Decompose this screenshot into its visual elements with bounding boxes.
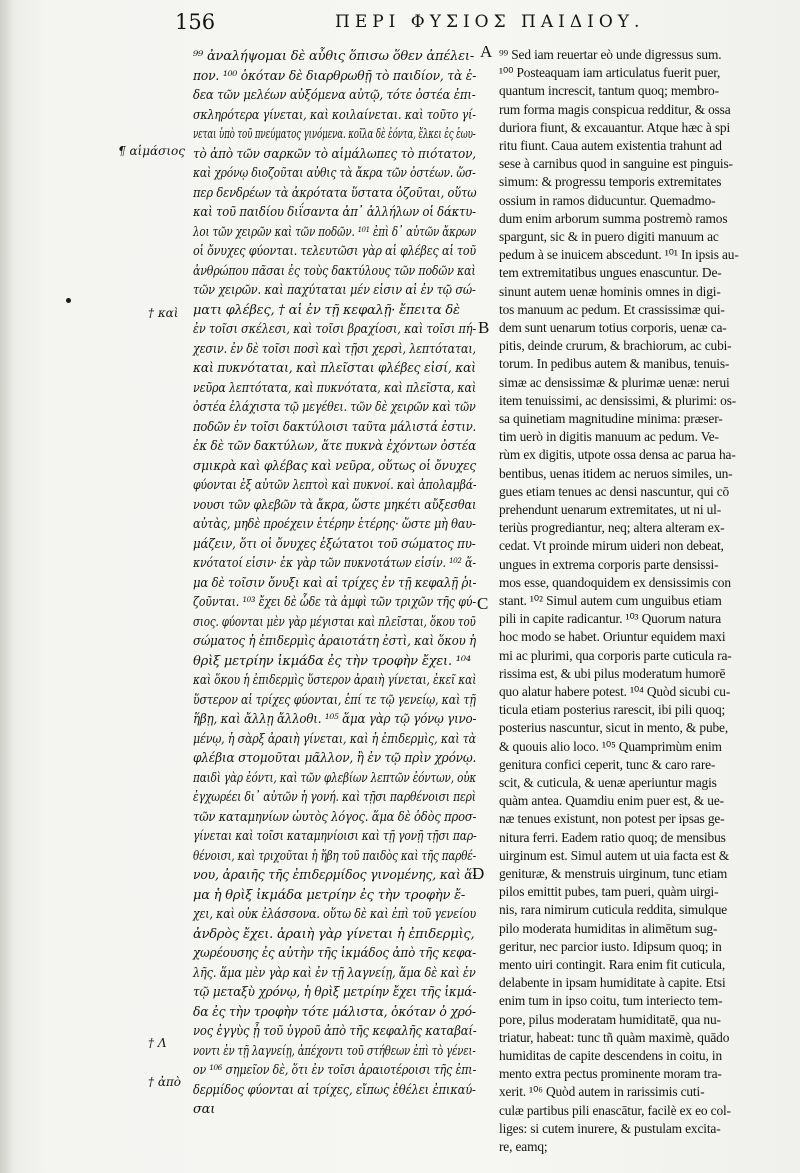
greek-line: δερμίδος φύονται αἱ τρίχες, εἴπως ἐθέλει ἐπικαύ- xyxy=(193,1082,476,1098)
greek-line: ποδῶν ἐν τοῖσι δακτύλοισι ταῦτα μάλιστά ἐστιν. xyxy=(193,419,477,435)
greek-line: ἀνδρὸς ἔχει. ἀραιὴ γὰρ γίνεται ἡ ἐπιδερμὶς, xyxy=(193,926,475,942)
latin-line: & quouis alio loco. ¹⁰⁵ Quamprimùm enim xyxy=(499,738,722,754)
latin-line: bentibus, uenas itidem ac neruos similes, un- xyxy=(499,465,733,481)
latin-line: scit, & cuticula, & uenæ aperiuntur magis xyxy=(499,775,717,790)
latin-line: mos esse, quandoquidem ex densissimis con xyxy=(499,574,731,590)
greek-line: θένοισι, καὶ τριχοῦται ἡ ἥβη τοῦ παιδὸς καὶ τῆς παρθέ- xyxy=(193,848,477,864)
greek-line: αὐτὰς, μηδὲ προέχειν ἑτέρην ἑτέρης· ὥστε μὴ θαυ- xyxy=(193,517,476,532)
greek-line: μα ἡ θρὶξ ἰκμάδα μετρίην ἐς τὴν τροφὴν ἔ- xyxy=(193,887,466,903)
latin-line: prehendunt uenarum extremitates, ut ni ul- xyxy=(499,502,722,517)
latin-line: mento extra pectus prominente moram tra- xyxy=(499,1066,722,1082)
latin-line: triatur, habeat: tunc tñ quàm maximè, quādo xyxy=(499,1029,730,1045)
latin-line: tim uerò in digitis manuum ac pedum. Ve- xyxy=(499,429,719,445)
latin-line: spargunt, sic & in puero digiti manuum ac xyxy=(499,229,719,244)
greek-line: λῆς. ἅμα μὲν γὰρ καὶ ἐν τῇ λαγνείῃ, ἅμα δὲ καὶ ἐν xyxy=(193,965,476,981)
greek-line: τὸ ἀπὸ τῶν σαρκῶν τὸ αἱμάλωπες τὸ πιότατον, xyxy=(193,146,476,162)
greek-line: ⁹⁹ ἀναλήψομαι δὲ αὖθις ὅπισω ὅθεν ἀπέλει- xyxy=(193,49,475,64)
margin-note-lambda: † Λ xyxy=(148,1036,167,1050)
latin-line: tem extremitatibus ungues enascuntur. De- xyxy=(499,265,722,281)
greek-line: νεῦρα λεπτότατα, καὶ πυκνότατα, καὶ πλεῖστα, καὶ xyxy=(193,380,477,396)
latin-line: simæ ac densissimæ & plurimæ uenæ: nerui xyxy=(499,374,730,390)
greek-line: ἐγχωρέει δι᾽ αὐτῶν ἡ γονή. καὶ τῇσι παρθένοισι περὶ xyxy=(193,790,476,805)
latin-line: ⁹⁹ Sed iam reuertar eò unde digressus sum. xyxy=(499,47,722,62)
greek-line: ἐν τοῖσι σκέλεσι, καὶ τοῖσι βραχίοσι, καὶ τοῖσι πή- xyxy=(193,322,477,337)
greek-line: ὕστερον αἱ τρίχες φύονται, ἐπί τε τῷ γενείῳ, καὶ τῇ xyxy=(193,692,476,708)
greek-line: πον. ¹⁰⁰ ὁκόταν δὲ διαρθρωθῇ τὸ παιδίον, τὰ ἐ- xyxy=(193,68,477,84)
latin-line: sinunt autem uenæ hominis omnes in digi- xyxy=(499,283,721,299)
latin-line: cedat. Vt proinde mirum uideri non debeat, xyxy=(499,538,724,554)
greek-line: τῶν καταμηνίων ὡυτὸς λόγος. ἅμα δὲ ὁδὸς προσ- xyxy=(193,809,477,825)
gutter-shadow xyxy=(0,0,14,1173)
greek-line: θρὶξ μετρίην ἰκμάδα ἐς τὴν τροφὴν ἔχει. ¹⁰⁴ xyxy=(193,653,471,669)
latin-line: re, eamq; xyxy=(499,1139,548,1154)
greek-line: δα ἐς τὴν τροφὴν τότε μάλιστα, ὁκόταν ὁ χρό- xyxy=(193,1004,476,1020)
margin-note-haimasios: ¶ αἱμάσιος xyxy=(118,144,186,158)
greek-line: μα δὲ τοῖσιν ὄνυξι καὶ αἱ τρίχες ἐν τῇ κεφαλῇ ῥι- xyxy=(193,575,477,591)
greek-line: φύονται ἐξ αὐτῶν λεπτοὶ καὶ πυκνοί. καὶ ἀπολαμβά- xyxy=(193,478,477,493)
latin-line: simum: & progressu temporis extremitates xyxy=(499,174,722,190)
latin-line: posterius nascuntur, sicut in mento, & pube, xyxy=(499,720,729,736)
latin-line: mento uiri contingit. Rara enim fit cuticula, xyxy=(499,957,726,972)
latin-line: culæ partibus pili enascātur, facilè ex eo col- xyxy=(499,1102,731,1118)
greek-line: ἥβῃ, καὶ ἄλλῃ ἄλλοθι. ¹⁰⁵ ἅμα γὰρ τῷ γόνῳ γινο- xyxy=(193,712,477,727)
greek-line: ἐκ δὲ τῶν δακτύλων, ἅτε πυκνὰ ἐχόντων ὀστέα xyxy=(193,439,477,454)
latin-line: quàm antea. Quamdiu enim puer est, & ue- xyxy=(499,793,724,809)
latin-line: geritur, nec parcior iusto. Idipsum quoq; in xyxy=(499,938,722,954)
latin-line: item tenuissimi, ac densissimi, & plurimi: os- xyxy=(499,392,737,408)
greek-line: μάζειν, ὅτι οἱ ὄνυχες ἐξώτατοι τοῦ σώματος πυ- xyxy=(193,536,476,552)
margin-note-kai: † καὶ xyxy=(148,306,179,320)
greek-line: καὶ τοῦ παιδίου διΐσαντα ἀπ᾽ ἀλλήλων οἱ δάκτυ- xyxy=(193,205,476,220)
latin-line: delabente in ipsam humiditate à capite. Etsi xyxy=(499,975,726,991)
greek-line: νεται ὑπὸ τοῦ πνεύματος γινόμενα. κοῖλα δὲ ἐόντα, ἕλκει ἐς ἑωυ- xyxy=(193,127,476,142)
margin-note-apo: † ἀπὸ xyxy=(148,1075,182,1089)
greek-line: ον ¹⁰⁶ σημεῖον δὲ, ὅτι ἐν τοῖσι ἀραιοτέροισι τῆς ἐπι- xyxy=(193,1063,477,1078)
greek-line: χει, καὶ οὐκ ἐλάσσονα. οὕτω δὲ καὶ ἐπὶ τοῦ γενείου xyxy=(193,907,477,922)
greek-line: λοι τῶν χειρῶν καὶ τῶν ποδῶν. ¹⁰¹ ἐπὶ δ᾽ αὐτῶν ἄκρων xyxy=(193,224,477,240)
latin-line: humiditas de capite descendens in coitu, in xyxy=(499,1048,722,1063)
page-header xyxy=(175,10,800,38)
latin-line: ungues in extrema corporis parte densissi- xyxy=(499,556,719,572)
margin-dot xyxy=(66,298,71,303)
section-letter-d: D xyxy=(472,864,485,883)
latin-line: pitis, deinde crurum, & brachiorum, ac cubi- xyxy=(499,338,732,354)
greek-line: γίνεται καὶ τοῖσι καταμηνίοισι καὶ τῇ γονῇ τῇσι παρ- xyxy=(193,829,477,844)
latin-line: pili in capite radicantur. ¹⁰³ Quorum natura xyxy=(499,611,722,627)
latin-line: torum. In pedibus autem & manibus, tenuis- xyxy=(499,356,730,372)
greek-line: οἱ ὄνυχες φύονται. τελευτῶσι γὰρ αἱ φλέβες αἱ τοῦ xyxy=(193,244,477,259)
greek-line: φλέβια στομοῦται μᾶλλον, ἢ ἐν τῷ πρὶν χρόνῳ. xyxy=(193,751,477,766)
greek-line: νουσι τῶν φλεβῶν τὰ ἄκρα, ὥστε μηκέτι αὔξεσθαι xyxy=(193,497,477,513)
latin-line: sa quinetiam magnitudine minima: præser- xyxy=(499,411,723,426)
latin-line: uirginum est. Simul autem ut uia facta est & xyxy=(499,847,730,863)
greek-line: καὶ χρόνῳ διοζοῦται αὐθις τὰ ἄκρα τῶν ὀστέων. ὥσ- xyxy=(193,166,476,181)
greek-line: σμικρὰ καὶ φλέβας καὶ νεῦρα, οὕτως οἱ ὄνυχες xyxy=(193,458,477,474)
latin-line: næ tenues existunt, non potest per ipsas ge- xyxy=(499,811,725,827)
greek-line: μένῳ, ἡ σὰρξ ἀραιὴ γίνεται, καὶ ἡ ἐπιδερμὶς, καὶ τὰ xyxy=(193,731,476,747)
greek-line: ζοῦνται. ¹⁰³ ἔχει δὲ ὧδε τὰ ἀμφὶ τῶν τριχῶν τῆς φύ- xyxy=(193,595,476,610)
latin-line: pore, pilus moderatam humiditatē, qua nu- xyxy=(499,1011,721,1027)
latin-line: quo alatur habere potest. ¹⁰⁴ Quòd sicubi cu- xyxy=(499,684,731,699)
greek-line: ματι φλέβες, † αἱ ἐν τῇ κεφαλῇ· ἔπειτα δὲ xyxy=(193,302,460,318)
latin-line: rum forma magis conspicua redditur, & ossa xyxy=(499,101,731,117)
latin-line: gues etiam tenues ac densi nascuntur, qui cō xyxy=(499,483,730,499)
latin-line: xerit. ¹⁰⁶ Quòd autem in rarissimis cuti- xyxy=(499,1084,705,1100)
latin-line: genitura confici ceperit, tunc & caro rare- xyxy=(499,756,716,772)
greek-line: δεα τῶν μελέων αὐξόμενα αὐτῷ, τότε ὀστέα ἐπι- xyxy=(193,88,476,103)
latin-line: ossium in ramos diducuntur. Quemadmo- xyxy=(499,192,716,208)
latin-line: hoc modo se habet. Oriuntur equidem maxi xyxy=(499,629,726,645)
section-letter-c: C xyxy=(477,594,489,613)
greek-line: νοντι ἐν τῇ λαγνείῃ, ἀπέχοντι τοῦ στήθεων ἐπὶ τὸ γένει- xyxy=(193,1043,476,1059)
latin-line: rissima est, & ubi pilus moderatum humorē xyxy=(499,665,726,681)
latin-line: quantum increscit, tantum quoq; membro- xyxy=(499,83,719,99)
latin-line: rùm ex digitis, utpote ossa densa ac parua ha- xyxy=(499,447,736,463)
greek-line: νος ἐγγὺς ᾖ τοῦ ὑγροῦ ἀπὸ τῆς κεφαλῆς καταβαί- xyxy=(193,1024,477,1039)
latin-line: pilo moderata humiditas in alimētum sug- xyxy=(499,920,718,936)
latin-line: liges: si cutem inurere, & pustulam excita- xyxy=(499,1120,721,1136)
latin-line: duriora fiunt, & excauantur. Atque hæc à spi xyxy=(499,119,731,135)
latin-line: enim tum in ipso coitu, tum interiecto tem- xyxy=(499,993,723,1009)
greek-line: τῷ μεταξὺ χρόνῳ, ἡ θρὶξ μετρίην ἔχει τῆς ἰκμά- xyxy=(193,985,477,1000)
greek-line: καὶ πυκνόταται, καὶ πλεῖσται φλέβες εἰσί, καὶ xyxy=(193,361,476,376)
greek-line: κνότατοί εἰσιν· ἐκ γὰρ τῶν πυκνοτάτων εἰσίν. ¹⁰² ἅ- xyxy=(193,556,476,571)
latin-line: ritu fiunt. Caua autem existentia trahunt ad xyxy=(499,138,722,153)
greek-line: ἀνθρώπου πᾶσαι ἐς τοὺς δακτύλους τῶν ποδῶν καὶ xyxy=(193,263,476,279)
greek-line: ὀστέα ἐλάχιστα τῷ μεγέθει. τῶν δὲ χειρῶν καὶ τῶν xyxy=(193,400,476,415)
greek-line: σαι xyxy=(193,1102,216,1117)
latin-line: sese à carnibus quod in sanguine est pinguis- xyxy=(499,156,733,172)
greek-line: σώματος ἡ ἐπιδερμὶς ἀραιοτάτη ἐστὶ, καὶ ὅκου ἡ xyxy=(193,634,476,649)
greek-line: τῶν χειρῶν. καὶ παχύταται μέν εἰσιν αἱ ἐν τῷ σώ- xyxy=(193,283,476,298)
greek-line: καὶ ὅκου ἡ ἐπιδερμὶς ὕστερον ἀραιὴ γίνεται, ἐκεῖ καὶ xyxy=(193,673,477,688)
latin-line: ¹⁰⁰ Posteaquam iam articulatus fuerit puer, xyxy=(499,65,721,81)
latin-line: nitura ferri. Eadem ratio quoq; de mensibus xyxy=(499,829,726,845)
section-letter-a: A xyxy=(480,42,493,61)
running-head: ΠΕΡΙ ΦΥΣΙΟΣ ΠΑΙΔΙΟΥ. xyxy=(335,12,645,32)
greek-line: περ δενδρέων τὰ ἀκρότατα ὕστατα ὀζοῦται, οὕτω xyxy=(193,185,477,201)
section-letter-b: B xyxy=(478,318,490,337)
greek-line: σκληρότερα γίνεται, καὶ κοιλαίνεται. καὶ τοῦτο γί- xyxy=(193,107,476,123)
latin-line: dum enim arborum summa postremò ramos xyxy=(499,210,728,226)
latin-line: ticula etiam posterius rarescit, ibi pili quoq; xyxy=(499,702,726,718)
latin-line: genituræ, & menstruis uirginum, tunc etiam xyxy=(499,866,728,881)
latin-line: mi ac plurimi, qua corporis parte cuticula ra- xyxy=(499,647,732,663)
latin-line: pilos emittit pubes, tam pueri, quàm uirgi- xyxy=(499,884,719,900)
greek-line: παιδὶ γὰρ ἐόντι, καὶ τῶν φλεβίων λεπτῶν ἐόντων, οὐκ xyxy=(193,770,477,786)
latin-line: dem sunt uenarum totius corporis, uenæ ca- xyxy=(499,320,727,335)
latin-line: nis, rara nimirum cuticula reddita, simulque xyxy=(499,902,728,918)
page-number: 156 xyxy=(175,10,216,34)
latin-line: stant. ¹⁰² Simul autem cum unguibus etiam xyxy=(499,593,722,608)
greek-line: χεσιν. ἐν δὲ τοῖσι ποσὶ καὶ τῇσι χερσὶ, λεπτόταται, xyxy=(193,341,476,357)
latin-line: tos manuum ac pedum. Et crassissimæ qui- xyxy=(499,301,725,317)
latin-line: pedum à se inuicem abscedunt. ¹⁰¹ In ipsis au- xyxy=(499,247,739,263)
greek-line: σιος. φύονται μὲν γὰρ μέγισται καὶ πλεῖσται, ὅκου τοῦ xyxy=(193,614,476,630)
greek-line: χωρέουσης ἐς αὐτὴν τῆς ἰκμάδος ἀπὸ τῆς κεφα- xyxy=(193,946,477,961)
greek-line: νου, ἀραιῆς τῆς ἐπιδερμίδος γινομένης, καὶ ἅ- xyxy=(193,868,477,883)
latin-line: teriùs progrediantur, neq; altera alteram ex- xyxy=(499,520,725,536)
